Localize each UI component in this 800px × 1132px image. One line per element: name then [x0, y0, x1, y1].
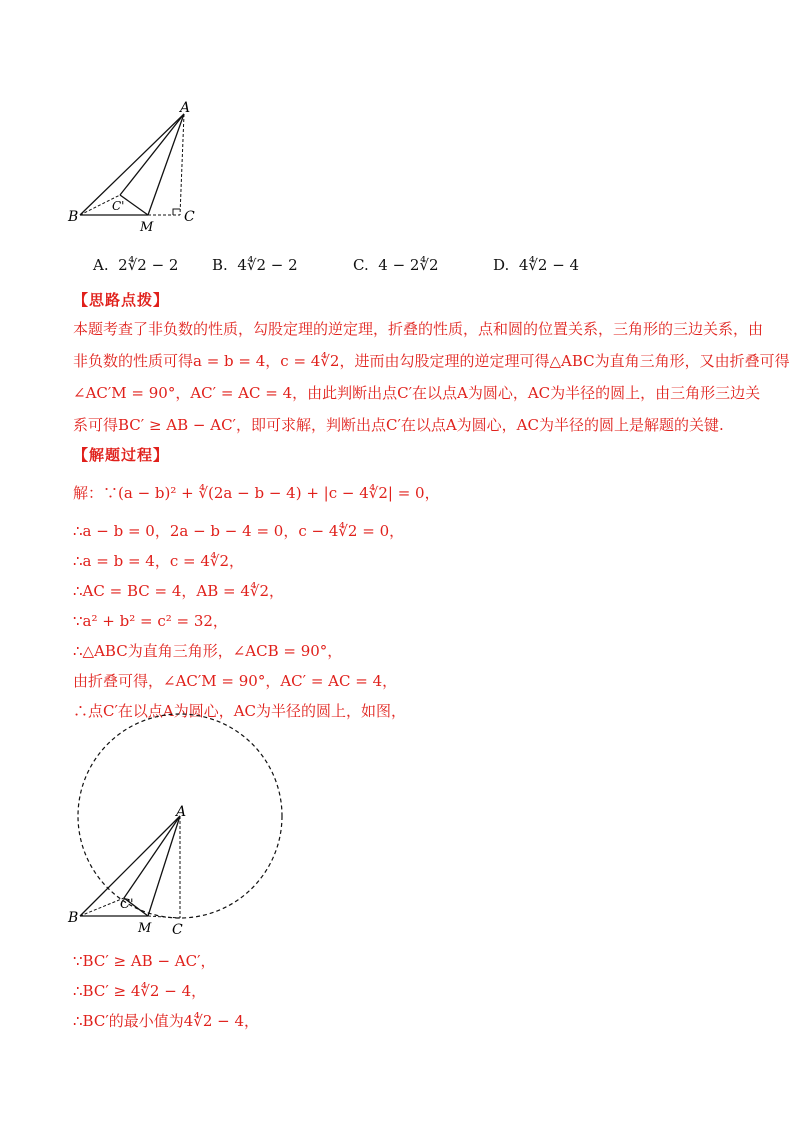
- segment-MA: [148, 816, 180, 916]
- label-A: A: [176, 804, 187, 820]
- segment-BCp-dashed: [80, 898, 124, 916]
- solution-line: 由折叠可得，∠AC′M = 90°，AC′ = AC = 4，: [73, 672, 398, 690]
- solution-line: ∴点C′在以点A为圆心，AC为半径的圆上，如图，: [73, 702, 407, 720]
- label-Cp: C': [120, 897, 134, 912]
- analysis-heading: 【思路点拨】: [73, 291, 170, 309]
- solution-line: ∴AC = BC = 4，AB = 4∜2，: [73, 582, 284, 600]
- solution-line: ∵BC′ ≥ AB − AC′，: [73, 952, 216, 970]
- solution-line: ∴△ABC为直角三角形，∠ACB = 90°，: [73, 642, 343, 660]
- option-a: A. 2∜2 − 2: [93, 256, 179, 274]
- analysis-line: ∠AC′M = 90°，AC′ = AC = 4，由此判断出点C′在以点A为圆心，AC为半径的圆上，由三角形三边关: [73, 384, 761, 402]
- option-b: B. 4∜2 − 2: [212, 256, 298, 274]
- solution-line: ∴a − b = 0，2a − b − 4 = 0，c − 4∜2 = 0，: [73, 522, 405, 540]
- figure-2-circle: [60, 712, 300, 942]
- solution-heading: 【解题过程】: [73, 446, 170, 464]
- solution-line: ∴BC′ ≥ 4∜2 − 4，: [73, 982, 207, 1000]
- analysis-line: 非负数的性质可得a = b = 4，c = 4∜2，进而由勾股定理的逆定理可得△ABC为直角三角形，又由折叠可得: [73, 352, 790, 370]
- label-A: A: [180, 100, 191, 116]
- label-C: C: [184, 209, 195, 225]
- solution-line: ∵a² + b² = c² = 32，: [73, 612, 228, 630]
- solution-line: 解：∵(a − b)² + ∜(2a − b − 4) + |c − 4∜2| = 0，: [73, 484, 440, 502]
- segment-CpA: [124, 816, 180, 898]
- solution-line: ∴BC′的最小值为4∜2 − 4，: [73, 1012, 260, 1030]
- label-B: B: [68, 910, 79, 926]
- solution-line: ∴a = b = 4，c = 4∜2，: [73, 552, 244, 570]
- segment-BA: [80, 114, 184, 215]
- segment-CpA: [120, 114, 184, 195]
- analysis-line: 系可得BC′ ≥ AB − AC′，即可求解，判断出点C′在以点A为圆心，AC为半径的圆上是解题的关键.: [73, 416, 724, 434]
- analysis-line: 本题考查了非负数的性质，勾股定理的逆定理，折叠的性质，点和圆的位置关系，三角形的三边关系，由: [73, 320, 764, 338]
- label-Cp: C': [112, 199, 125, 213]
- segment-MA: [148, 114, 184, 215]
- figure-1-triangle: [60, 100, 220, 235]
- right-angle-mark: [173, 209, 180, 215]
- label-M: M: [138, 921, 152, 936]
- segment-AC-dashed: [180, 114, 184, 215]
- option-d: D. 4∜2 − 4: [493, 256, 580, 274]
- option-c: C. 4 − 2∜2: [353, 256, 439, 274]
- label-B: B: [68, 209, 79, 225]
- label-M: M: [140, 220, 154, 235]
- label-C: C: [172, 922, 183, 938]
